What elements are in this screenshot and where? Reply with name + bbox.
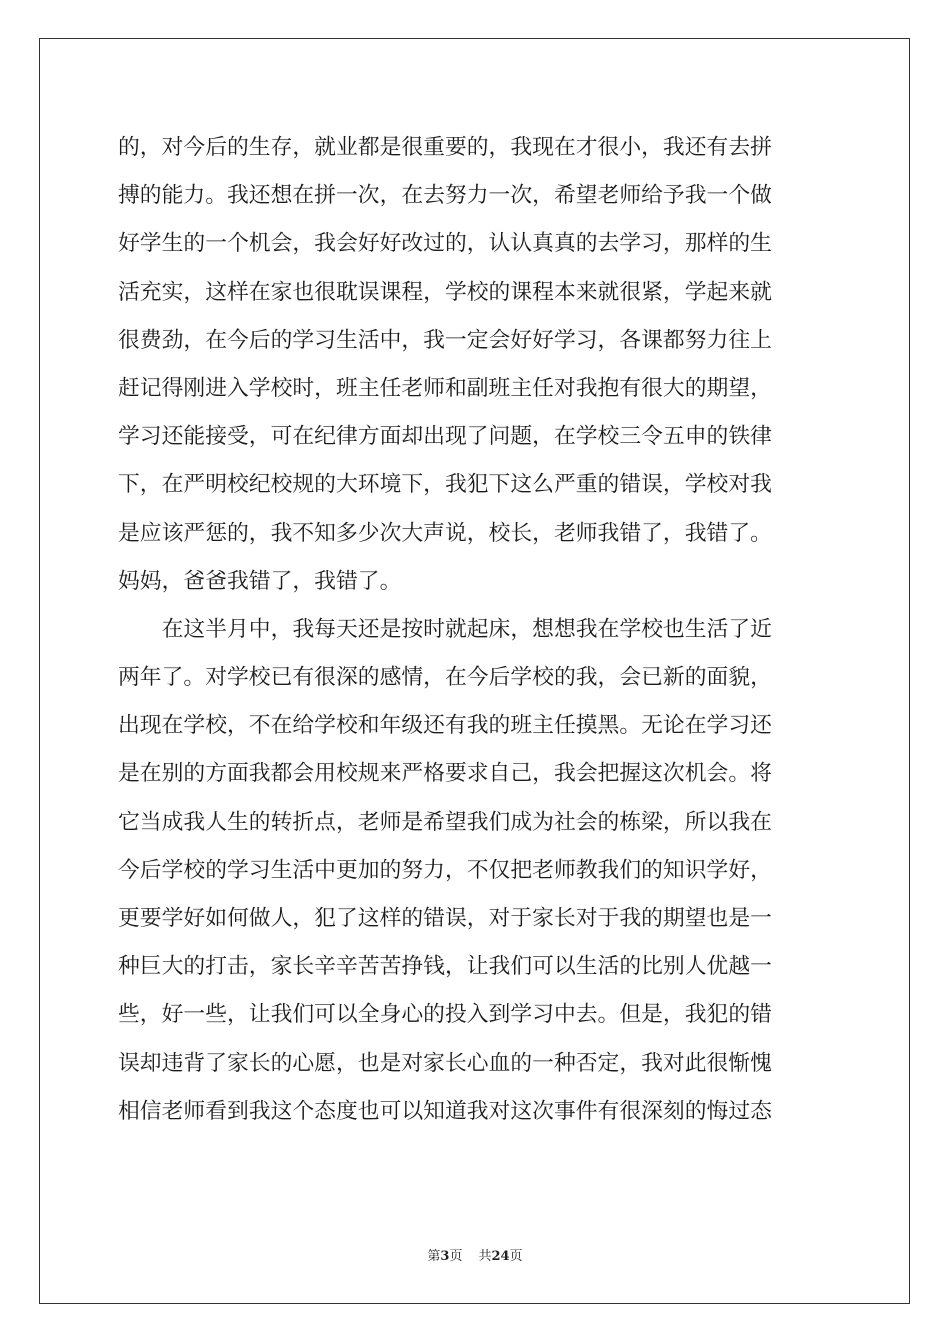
- text-line: 更要学好如何做人，犯了这样的错误，对于家长对于我的期望也是一: [118, 906, 772, 931]
- total-pages: 24: [491, 1249, 510, 1264]
- text-line: 搏的能力。我还想在拼一次，在去努力一次，希望老师给予我一个做: [118, 183, 772, 209]
- text-line: 妈妈，爸爸我错了，我错了。: [118, 568, 402, 594]
- text-line: 赶记得刚进入学校时，班主任老师和副班主任对我抱有很大的期望，: [118, 375, 772, 401]
- text-line: 种巨大的打击，家长辛辛苦苦挣钱，让我们可以生活的比别人优越一: [118, 954, 772, 980]
- text-line: 下，在严明校纪校规的大环境下，我犯下这么严重的错误，学校对我: [118, 472, 772, 498]
- page-number-prefix: 第: [427, 1249, 441, 1264]
- text-line: 今后学校的学习生活中更加的努力，不仅把老师教我们的知识学好，: [118, 857, 772, 883]
- document-body: [118, 124, 838, 1136]
- text-line: 的，对今后的生存，就业都是很重要的，我现在才很小，我还有去拼: [118, 135, 772, 160]
- page-footer: [0, 1248, 950, 1266]
- total-pages-prefix: 共: [478, 1249, 492, 1264]
- text-line: 它当成我人生的转折点，老师是希望我们成为社会的栋梁，所以我在: [118, 809, 772, 835]
- page-number: 3: [440, 1249, 450, 1264]
- text-line: 相信老师看到我这个态度也可以知道我对这次事件有很深刻的悔过态: [118, 1098, 772, 1124]
- page-number-suffix: 页: [449, 1249, 463, 1264]
- text-line: 好学生的一个机会，我会好好改过的，认认真真的去学习，那样的生: [118, 231, 772, 257]
- text-line: 误却违背了家长的心愿，也是对家长心血的一种否定，我对此很惭愧: [118, 1050, 772, 1076]
- text-line: 是在别的方面我都会用校规来严格要求自己，我会把握这次机会。将: [118, 761, 772, 787]
- text-line: 学习还能接受，可在纪律方面却出现了问题，在学校三令五申的铁律: [118, 424, 772, 450]
- total-pages-suffix: 页: [509, 1249, 523, 1264]
- text-line: 很费劲，在今后的学习生活中，我一定会好好学习，各课都努力往上: [118, 327, 772, 353]
- text-line: 在这半月中，我每天还是按时就起床，想想我在学校也生活了近: [118, 616, 772, 642]
- text-line: 是应该严惩的，我不知多少次大声说，校长，老师我错了，我错了。: [118, 520, 772, 546]
- text-line: 活充实，这样在家也很耽误课程，学校的课程本来就很紧，学起来就: [118, 279, 772, 305]
- text-line: 些，好一些，让我们可以全身心的投入到学习中去。但是，我犯的错: [118, 1002, 772, 1028]
- text-line: 两年了。对学校已有很深的感情，在今后学校的我，会已新的面貌，: [118, 665, 772, 691]
- text-line: 出现在学校，不在给学校和年级还有我的班主任摸黑。无论在学习还: [118, 713, 772, 739]
